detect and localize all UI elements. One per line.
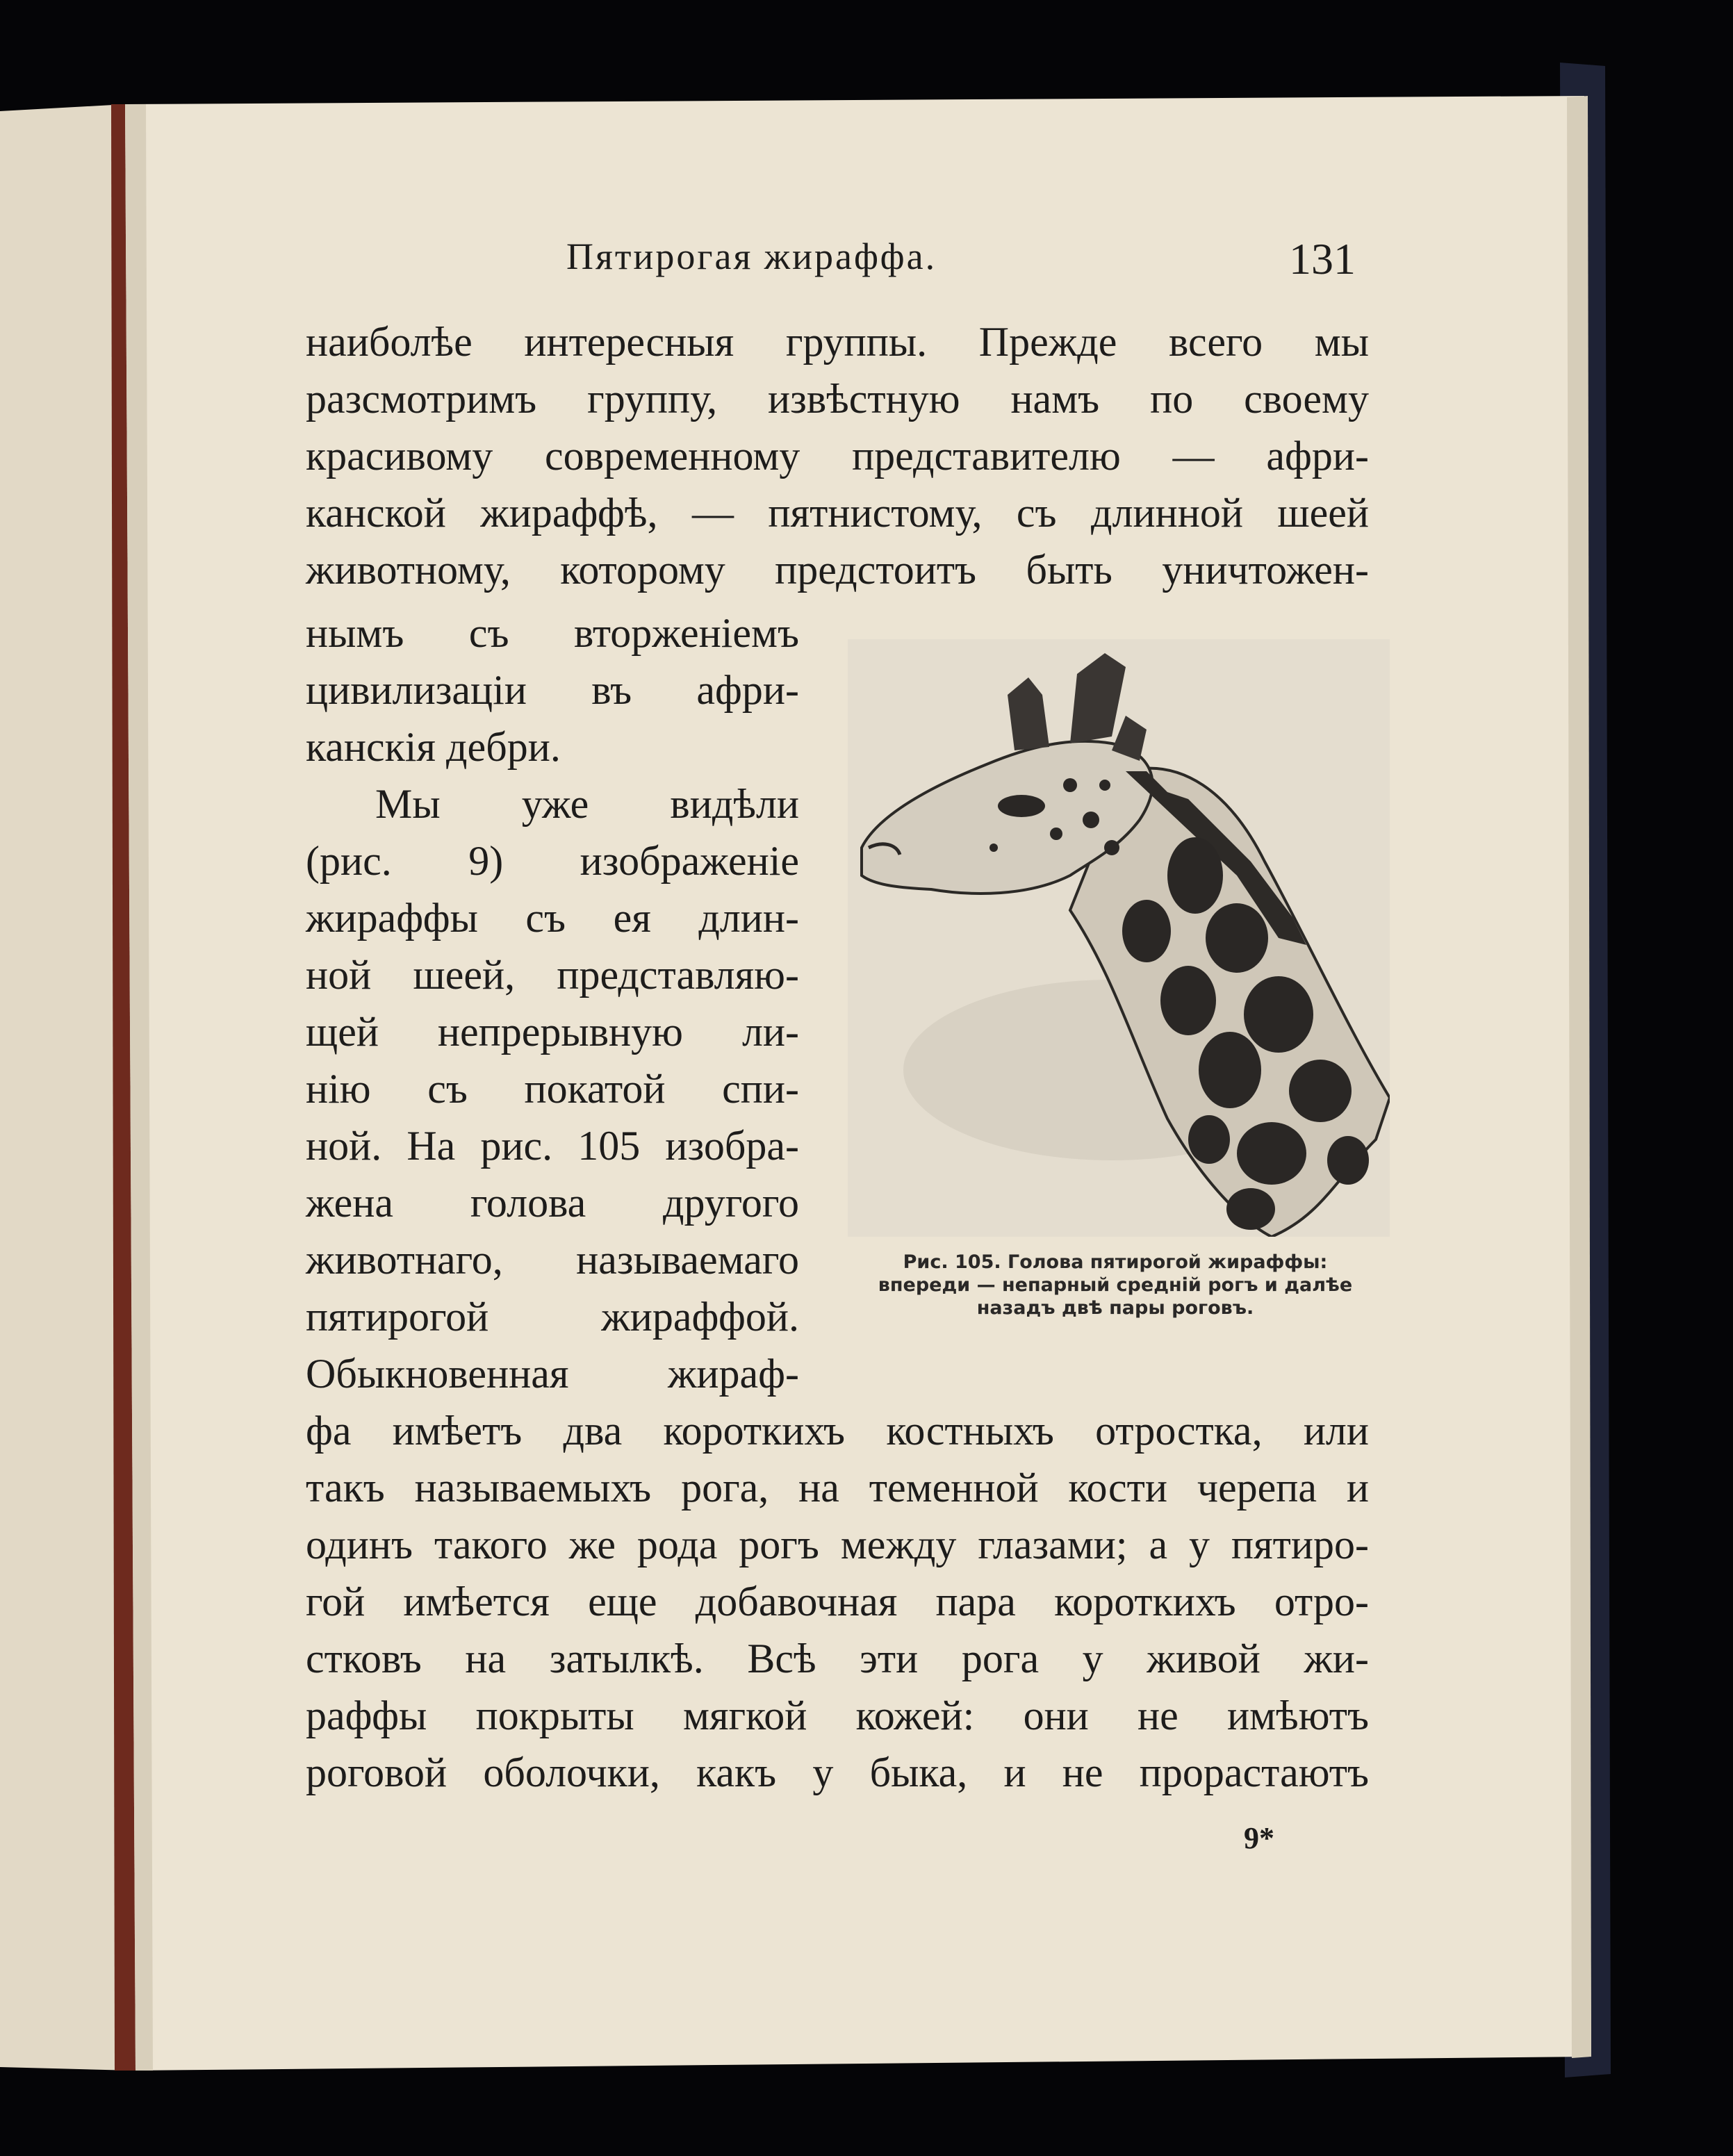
text-line: цивилизаціи въ афри- bbox=[306, 667, 799, 713]
text-line: животному, которому предстоитъ быть уничтожен- bbox=[306, 547, 1369, 593]
text-line: гой имѣется еще добавочная пара короткихъ отро- bbox=[306, 1579, 1369, 1624]
text-line: животнаго, называемаго bbox=[306, 1237, 799, 1283]
text-line: наиболѣе интересныя группы. Прежде всего мы bbox=[306, 319, 1369, 365]
text-line: ной шеей, представляю- bbox=[306, 952, 799, 998]
text-line: ной. На рис. 105 изобра- bbox=[306, 1123, 799, 1169]
text-line: канскія дебри. bbox=[306, 724, 561, 770]
giraffe-head-illustration-icon bbox=[820, 611, 1390, 1237]
text-line: нымъ съ вторженіемъ bbox=[306, 610, 799, 656]
text-line: жираффы съ ея длин- bbox=[306, 895, 799, 941]
text-line: стковъ на затылкѣ. Всѣ эти рога у живой жи- bbox=[306, 1636, 1369, 1681]
text-line: канской жираффѣ, — пятнистому, съ длинной шеей bbox=[306, 490, 1369, 536]
text-line: нію съ покатой спи- bbox=[306, 1066, 799, 1112]
text-line: Обыкновенная жираф- bbox=[306, 1351, 799, 1397]
text-line: роговой оболочки, какъ у быка, и не прорастаютъ bbox=[306, 1750, 1369, 1795]
page-number: 131 bbox=[1289, 234, 1356, 283]
text-line: Мы уже видѣли bbox=[375, 781, 799, 827]
text-line: такъ называемыхъ рога, на теменной кости черепа и bbox=[306, 1465, 1369, 1511]
text-line: фа имѣетъ два короткихъ костныхъ отростка, или bbox=[306, 1408, 1369, 1454]
text-line: щей непрерывную ли- bbox=[306, 1009, 799, 1055]
text-line: раффы покрыты мягкой кожей: они не имѣютъ bbox=[306, 1693, 1369, 1738]
text-line: жена голова другого bbox=[306, 1180, 799, 1226]
figure-caption-line: назадъ двѣ пары роговъ. bbox=[976, 1297, 1254, 1319]
text-line: разсмотримъ группу, извѣстную намъ по своему bbox=[306, 376, 1369, 422]
text-line: красивому современному представителю — афри- bbox=[306, 433, 1369, 479]
figure-caption-line: Рис. 105. Голова пятирогой жираффы: bbox=[903, 1251, 1328, 1273]
text-line: (рис. 9) изображеніе bbox=[306, 838, 799, 884]
signature-mark: 9* bbox=[1244, 1821, 1274, 1855]
text-line: одинъ такого же рода рогъ между глазами; а у пятиро- bbox=[306, 1522, 1369, 1567]
running-header-title: Пятирогая жираффа. bbox=[566, 236, 937, 277]
figure-caption-line: впереди — непарный средній рогъ и далѣе bbox=[878, 1274, 1353, 1296]
text-line: пятирогой жираффой. bbox=[306, 1294, 799, 1340]
